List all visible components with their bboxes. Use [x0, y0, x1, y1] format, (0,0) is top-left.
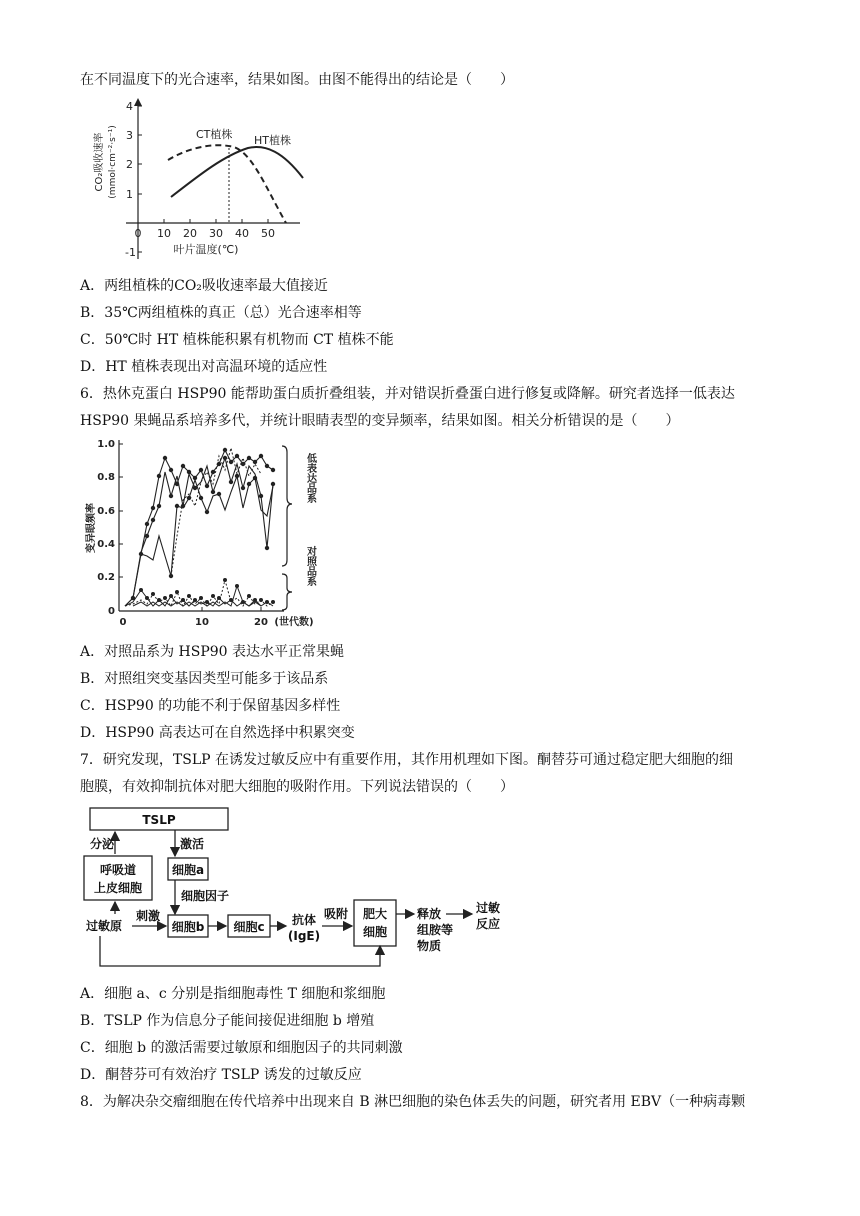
q6-option-b: B．对照组突变基因类型可能多于该品系	[80, 671, 329, 687]
release-line2: 组胺等	[417, 923, 454, 937]
x-tick: 20	[183, 227, 197, 240]
label-secrete: 分泌	[90, 837, 115, 851]
y-tick: 1	[126, 188, 133, 201]
q6-option-a: A．对照品系为 HSP90 表达水平正常果蝇	[80, 644, 345, 660]
y-tick: 0.6	[97, 506, 115, 517]
q6-stem-line2: HSP90 果蝇品系培养多代，并统计眼睛表型的变异频率，结果如图。相关分析错误的是（ ）	[80, 413, 680, 429]
mast-line2: 细胞	[362, 925, 388, 939]
q6-option-c: C．HSP90 的功能不利于保留基因多样性	[80, 698, 341, 714]
tslp-box: TSLP	[142, 813, 176, 827]
q5-option-c: C．50℃时 HT 植株能积累有机物而 CT 植株不能	[80, 332, 394, 348]
bracket-ctrl-label: 对照品系	[304, 546, 316, 586]
x-tick: 50	[261, 227, 275, 240]
reaction-line1: 过敏	[476, 901, 501, 915]
x-tick: 0	[119, 617, 127, 628]
release-line1: 释放	[417, 907, 442, 921]
y-tick: 0.8	[97, 472, 115, 483]
ct-curve-label: CT植株	[196, 128, 233, 141]
q7-stem-line2: 胞膜，有效抑制抗体对肥大细胞的吸附作用。下列说法错误的（ ）	[80, 779, 514, 795]
x-axis-label: (世代数)	[274, 617, 314, 628]
y-axis-unit: (mmol·cm⁻²·s⁻¹)	[108, 125, 118, 199]
x-tick: 0	[134, 227, 142, 240]
y-tick: 4	[126, 100, 133, 113]
q7-option-a: A．细胞 a、c 分别是指细胞毒性 T 细胞和浆细胞	[80, 986, 386, 1002]
x-tick: 20	[254, 617, 268, 628]
q5-option-d: D．HT 植株表现出对高温环境的适应性	[80, 359, 328, 375]
y-tick: 2	[126, 158, 133, 171]
epithelial-line2: 上皮细胞	[93, 881, 143, 895]
y-tick: 0	[108, 606, 115, 617]
y-tick: 1.0	[97, 439, 115, 450]
q5-figure	[88, 96, 328, 268]
q5-option-a: A．两组植株的CO₂吸收速率最大值接近	[80, 278, 328, 294]
y-tick: 3	[126, 129, 133, 142]
antibody-line2: (IgE)	[287, 929, 321, 943]
cell-b: 细胞b	[171, 920, 205, 934]
q7-option-b: B．TSLP 作为信息分子能间接促进细胞 b 增殖	[80, 1013, 375, 1029]
y-tick: 0.2	[97, 572, 115, 583]
ht-curve-label: HT植株	[254, 134, 291, 147]
x-tick: 10	[195, 617, 209, 628]
cell-a: 细胞a	[171, 863, 205, 877]
release-line3: 物质	[417, 939, 442, 953]
x-tick: 30	[209, 227, 223, 240]
mast-line1: 肥大	[362, 907, 388, 921]
label-cytokine: 细胞因子	[181, 889, 230, 903]
ht-curve	[171, 147, 303, 197]
epithelial-line1: 呼吸道	[99, 863, 137, 877]
q6-option-d: D．HSP90 高表达可在自然选择中积累突变	[80, 725, 355, 741]
q5-stem-tail: 在不同温度下的光合速率，结果如图。由图不能得出的结论是（ ）	[80, 72, 514, 88]
y-tick: 0.4	[97, 539, 115, 550]
q7-option-d: D．酮替芬可有效治疗 TSLP 诱发的过敏反应	[80, 1067, 362, 1083]
label-adsorb: 吸附	[323, 907, 349, 921]
x-tick: 40	[235, 227, 249, 240]
q7-flow-diagram	[80, 804, 520, 974]
label-stimulate: 刺激	[136, 909, 161, 923]
y-axis-label: 变异眼频率	[86, 503, 97, 553]
y-tick: -1	[125, 246, 136, 259]
q6-stem-line1: 6．热休克蛋白 HSP90 能帮助蛋白质折叠组装，并对错误折叠蛋白进行修复或降解。研究者选择一低表达	[80, 386, 735, 402]
antibody-line1: 抗体	[291, 913, 317, 927]
label-allergen: 过敏原	[86, 919, 123, 933]
reaction-line2: 反应	[476, 917, 501, 931]
y-axis-label: CO₂吸收速率	[94, 132, 105, 192]
cell-c: 细胞c	[233, 920, 265, 934]
x-axis-label: 叶片温度(℃)	[173, 243, 239, 256]
q7-stem-line1: 7．研究发现，TSLP 在诱发过敏反应中有重要作用，其作用机理如下图。酮替芬可通过稳定肥大细胞的细	[80, 752, 734, 768]
q6-figure	[84, 436, 324, 628]
q8-stem-line1: 8．为解决杂交瘤细胞在传代培养中出现来自 B 淋巴细胞的染色体丢失的问题，研究者用 EBV（一种病毒颗	[80, 1094, 746, 1110]
bracket-low-label: 低表达品系	[304, 453, 316, 503]
q5-option-b: B．35℃两组植株的真正（总）光合速率相等	[80, 305, 362, 321]
q7-option-c: C．细胞 b 的激活需要过敏原和细胞因子的共同刺激	[80, 1040, 403, 1056]
x-tick: 10	[157, 227, 171, 240]
label-activate: 激活	[180, 837, 205, 851]
